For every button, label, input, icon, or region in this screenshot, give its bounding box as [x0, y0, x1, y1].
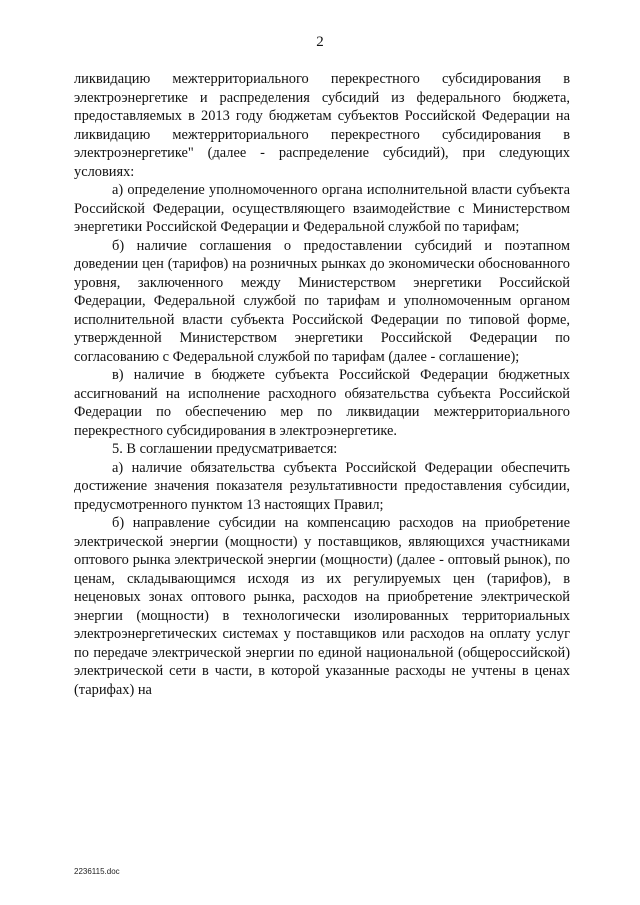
- paragraph-section-5-item-b: б) направление субсидии на компенсацию расходов на приобретение электрической энергии (мощности) у поставщиков, являющихся участниками оптового рынка электрической энергии (мощности) (далее - оптовый рынок), по ценам, складывающимся исходя из их регулируемых цен (тарифов), в неценовых зонах оптового рынка, расходов на приобретение электрической энергии (мощности) в технологически изолированных территориальных электроэнергетических системах у поставщиков или расходов на оплату услуг по передаче электрической энергии по единой национальной (общероссийской) электрической сети в части, в которой указанные расходы не учтены в ценах (тарифах) на: [74, 515, 570, 698]
- paragraph-section-5: 5. В соглашении предусматривается:: [112, 441, 338, 457]
- paragraph-item-v: в) наличие в бюджете субъекта Российской Федерации бюджетных ассигнований на исполнение расходного обязательства субъекта Российской Федерации по обеспечению мер по ликвидации межтерриториального перекрестного субсидирования в электроэнергетике.: [74, 367, 570, 439]
- paragraph-section-5-item-a: а) наличие обязательства субъекта Российской Федерации обеспечить достижение значения показателя результативности предоставления субсидии, предусмотренного пунктом 13 настоящих Правил;: [74, 459, 570, 513]
- page-number: 2: [316, 34, 324, 50]
- footer-filename: 2236115.doc: [74, 867, 120, 876]
- paragraph-item-b: б) наличие соглашения о предоставлении субсидий и поэтапном доведении цен (тарифов) на розничных рынках до экономически обоснованного уровня, заключенного между Министерством энергетики Российской Федерации, Федеральной службой по тарифам и уполномоченным органом исполнительной власти субъекта Российской Федерации по типовой форме, утвержденной Министерством энергетики Российской Федерации по согласованию с Федеральной службой по тарифам (далее - соглашение);: [74, 237, 570, 365]
- document-body: [74, 70, 570, 699]
- paragraph-continuation: ликвидацию межтерриториального перекрестного субсидирования в электроэнергетике и распределения субсидий из федерального бюджета, предоставляемых в 2013 году бюджетам субъектов Российской Федерации на ликвидацию межтерриториального перекрестного субсидирования в электроэнергетике" (далее - распределение субсидий), при следующих условиях:: [74, 71, 570, 180]
- paragraph-item-a: а) определение уполномоченного органа исполнительной власти субъекта Российской Федерации, осуществляющего взаимодействие с Министерством энергетики Российской Федерации и Федеральной службой по тарифам;: [74, 182, 570, 235]
